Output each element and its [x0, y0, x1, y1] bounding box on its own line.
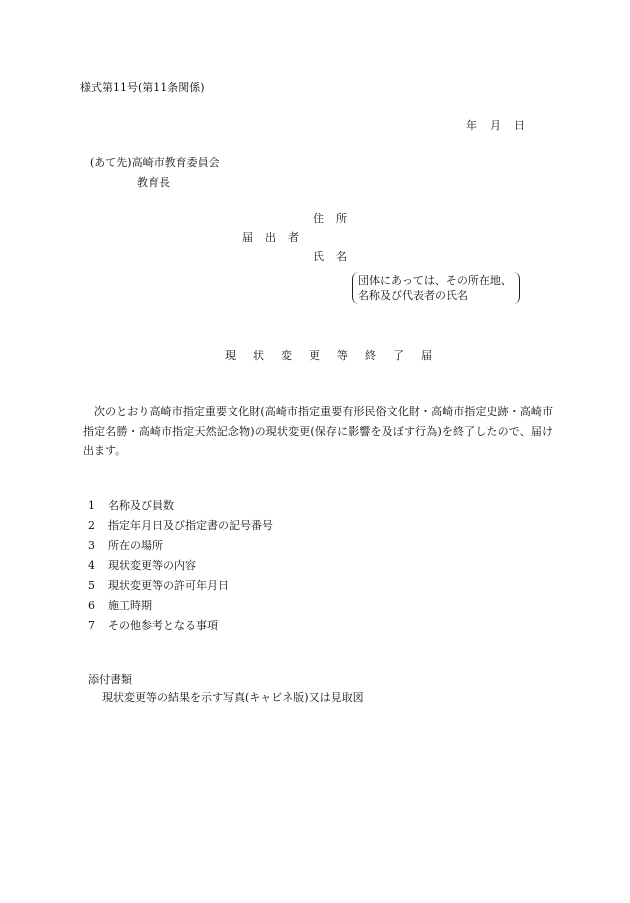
- date-year: 年: [466, 119, 477, 132]
- attachments-item: 現状変更等の結果を示す写真(キャビネ版)又は見取図: [102, 691, 364, 704]
- organization-note-line2: 名称及び代表者の氏名: [358, 289, 468, 302]
- list-item: [88, 516, 273, 536]
- item-text: 所在の場所: [108, 539, 163, 552]
- item-number: 6: [88, 599, 95, 612]
- document-title: 現状変更等終了届: [225, 349, 449, 362]
- item-number: 3: [88, 539, 95, 552]
- attachments-title: 添付書類: [88, 673, 132, 686]
- item-text: 現状変更等の内容: [108, 559, 196, 572]
- organization-note-line1: 団体にあっては、その所在地、: [358, 274, 512, 287]
- item-number: 2: [88, 519, 95, 532]
- organization-note: [352, 272, 520, 304]
- item-number: 7: [88, 619, 95, 632]
- item-number: 5: [88, 579, 95, 592]
- item-text: 現状変更等の許可年月日: [108, 579, 229, 592]
- list-item: [88, 596, 273, 616]
- addressee: (あて先)高崎市教育委員会: [90, 156, 220, 169]
- address-label: 住所: [313, 212, 359, 225]
- item-text: 指定年月日及び指定書の記号番号: [108, 519, 273, 532]
- name-label: 氏名: [313, 250, 359, 263]
- item-number: 1: [88, 499, 95, 512]
- item-number: 4: [88, 559, 95, 572]
- list-item: [88, 616, 273, 636]
- item-text: その他参考となる事項: [108, 619, 218, 632]
- list-item: [88, 576, 273, 596]
- item-text: 名称及び員数: [108, 499, 174, 512]
- body-paragraph: 次のとおり高崎市指定重要文化財(高崎市指定重要有形民俗文化財・高崎市指定史跡・高崎市指定名勝・高崎市指定天然記念物)の現状変更(保存に影響を及ぼす行為)を終了したので、届け出ます。: [83, 405, 553, 457]
- form-number: 様式第11号(第11条関係): [80, 81, 205, 94]
- date-month: 月: [490, 119, 501, 132]
- list-item: [88, 556, 273, 576]
- date-line: [466, 118, 525, 134]
- item-text: 施工時期: [108, 599, 152, 612]
- addressee-title: 教育長: [137, 176, 170, 189]
- item-list: [88, 496, 273, 636]
- list-item: [88, 536, 273, 556]
- notifier-label: 届出者: [242, 231, 311, 244]
- list-item: [88, 496, 273, 516]
- date-day: 日: [514, 119, 525, 132]
- body-text: [83, 402, 553, 461]
